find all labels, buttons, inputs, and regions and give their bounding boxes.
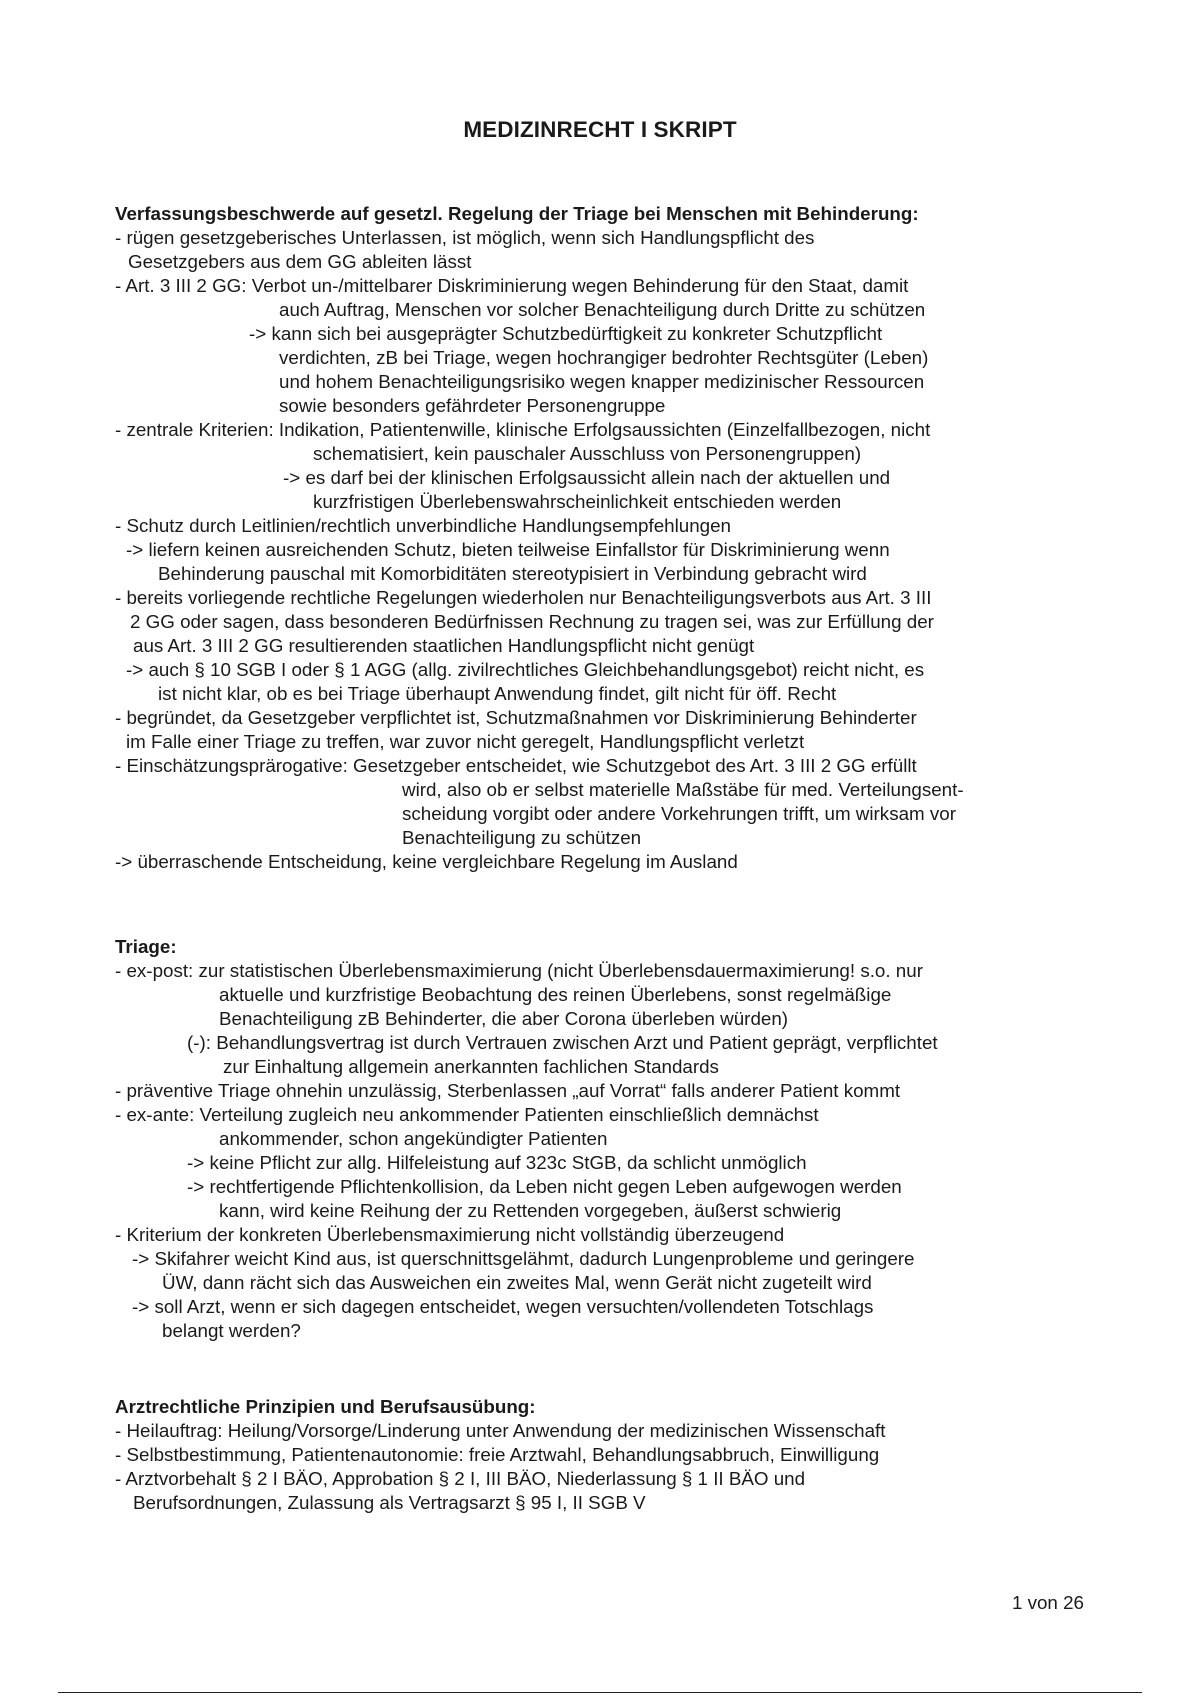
text-line: (-): Behandlungsvertrag ist durch Vertrauen zwischen Arzt und Patient geprägt, verpflichtet [187, 1032, 938, 1053]
text-line: kurzfristigen Überlebenswahrscheinlichkeit entschieden werden [313, 491, 842, 512]
text-line: Benachteiligung zu schützen [402, 827, 642, 848]
text-line: - Kriterium der konkreten Überlebensmaximierung nicht vollständig überzeugend [115, 1224, 785, 1245]
section-heading: Triage: [115, 936, 177, 957]
text-line: ÜW, dann rächt sich das Ausweichen ein zweites Mal, wenn Gerät nicht zugeteilt wird [162, 1272, 872, 1293]
text-line: - rügen gesetzgeberisches Unterlassen, ist möglich, wenn sich Handlungspflicht des [115, 227, 815, 248]
text-line: - Arztvorbehalt § 2 I BÄO, Approbation § 2 I, III BÄO, Niederlassung § 1 II BÄO und [115, 1468, 806, 1489]
text-line: - Einschätzungsprärogative: Gesetzgeber entscheidet, wie Schutzgebot des Art. 3 III 2 GG erfüllt [115, 755, 917, 776]
section-heading: Verfassungsbeschwerde auf gesetzl. Regelung der Triage bei Menschen mit Behinderung: [115, 203, 919, 224]
text-line: -> es darf bei der klinischen Erfolgsaussicht allein nach der aktuellen und [283, 467, 891, 488]
text-line: - ex-ante: Verteilung zugleich neu ankommender Patienten einschließlich demnächst [115, 1104, 819, 1125]
text-line: -> auch § 10 SGB I oder § 1 AGG (allg. zivilrechtliches Gleichbehandlungsgebot) reicht nicht, es [126, 659, 925, 680]
text-line: - Schutz durch Leitlinien/rechtlich unverbindliche Handlungsempfehlungen [115, 515, 731, 536]
text-line: sowie besonders gefährdeter Personengruppe [279, 395, 666, 416]
text-line: zur Einhaltung allgemein anerkannten fachlichen Standards [223, 1056, 719, 1077]
page-number: 1 von 26 [1011, 1592, 1084, 1613]
document-title: MEDIZINRECHT I SKRIPT [463, 117, 737, 142]
text-line: - begründet, da Gesetzgeber verpflichtet ist, Schutzmaßnahmen vor Diskriminierung Behinderter [115, 707, 917, 728]
text-line: 2 GG oder sagen, dass besonderen Bedürfnissen Rechnung zu tragen sei, was zur Erfüllung der [130, 611, 934, 632]
text-line: aus Art. 3 III 2 GG resultierenden staatlichen Handlungspflicht nicht genügt [133, 635, 755, 656]
text-line: ist nicht klar, ob es bei Triage überhaupt Anwendung findet, gilt nicht für öff. Recht [158, 683, 837, 704]
text-line: -> kann sich bei ausgeprägter Schutzbedürftigkeit zu konkreter Schutzpflicht [249, 323, 883, 344]
text-line: scheidung vorgibt oder andere Vorkehrungen trifft, um wirksam vor [402, 803, 956, 824]
text-line: - Art. 3 III 2 GG: Verbot un-/mittelbarer Diskriminierung wegen Behinderung für den Staat, damit [115, 275, 909, 296]
text-line: aktuelle und kurzfristige Beobachtung des reinen Überlebens, sonst regelmäßige [219, 984, 892, 1005]
text-line: verdichten, zB bei Triage, wegen hochrangiger bedrohter Rechtsgüter (Leben) [279, 347, 929, 368]
text-line: - Heilauftrag: Heilung/Vorsorge/Linderung unter Anwendung der medizinischen Wissenschaft [115, 1420, 886, 1441]
text-line: auch Auftrag, Menschen vor solcher Benachteiligung durch Dritte zu schützen [279, 299, 926, 320]
text-line: - bereits vorliegende rechtliche Regelungen wiederholen nur Benachteiligungsverbots aus Art. 3 III [115, 587, 932, 608]
text-line: -> liefern keinen ausreichenden Schutz, bieten teilweise Einfallstor für Diskriminierung wenn [126, 539, 890, 560]
text-line: kann, wird keine Reihung der zu Rettenden vorgegeben, äußerst schwierig [219, 1200, 842, 1221]
text-line: im Falle einer Triage zu treffen, war zuvor nicht geregelt, Handlungspflicht verletzt [126, 731, 805, 752]
text-line: Benachteiligung zB Behinderter, die aber Corona überleben würden) [219, 1008, 789, 1029]
section-triage [115, 935, 1095, 1343]
section-arztrechtliche-prinzipien [115, 1395, 1095, 1515]
text-line: belangt werden? [162, 1320, 301, 1341]
text-line: wird, also ob er selbst materielle Maßstäbe für med. Verteilungsent- [402, 779, 964, 800]
text-line: Behinderung pauschal mit Komorbiditäten stereotypisiert in Verbindung gebracht wird [158, 563, 867, 584]
text-line: ankommender, schon angekündigter Patienten [219, 1128, 608, 1149]
text-line: Gesetzgebers aus dem GG ableiten lässt [128, 251, 472, 272]
text-line: - präventive Triage ohnehin unzulässig, Sterbenlassen „auf Vorrat“ falls anderer Patient kommt [115, 1080, 901, 1101]
text-line: -> keine Pflicht zur allg. Hilfeleistung auf 323c StGB, da schlicht unmöglich [187, 1152, 807, 1173]
text-line: schematisiert, kein pauschaler Ausschluss von Personengruppen) [313, 443, 862, 464]
footer-divider [58, 1692, 1142, 1693]
text-line: -> rechtfertigende Pflichtenkollision, da Leben nicht gegen Leben aufgewogen werden [187, 1176, 902, 1197]
text-line: -> Skifahrer weicht Kind aus, ist querschnittsgelähmt, dadurch Lungenprobleme und geringere [132, 1248, 915, 1269]
text-line: - zentrale Kriterien: Indikation, Patientenwille, klinische Erfolgsaussichten (Einzelfallbezogen, nicht [115, 419, 931, 440]
section-heading: Arztrechtliche Prinzipien und Berufsausübung: [115, 1396, 536, 1417]
text-line: Berufsordnungen, Zulassung als Vertragsarzt § 95 I, II SGB V [133, 1492, 646, 1513]
section-verfassungsbeschwerde [115, 202, 1095, 874]
text-line: und hohem Benachteiligungsrisiko wegen knapper medizinischer Ressourcen [279, 371, 925, 392]
text-line: -> überraschende Entscheidung, keine vergleichbare Regelung im Ausland [115, 851, 738, 872]
text-line: - Selbstbestimmung, Patientenautonomie: freie Arztwahl, Behandlungsabbruch, Einwilligung [115, 1444, 880, 1465]
text-line: - ex-post: zur statistischen Überlebensmaximierung (nicht Überlebensdauermaximierung! s.o. nur [115, 960, 923, 981]
text-line: -> soll Arzt, wenn er sich dagegen entscheidet, wegen versuchten/vollendeten Totschlags [132, 1296, 874, 1317]
